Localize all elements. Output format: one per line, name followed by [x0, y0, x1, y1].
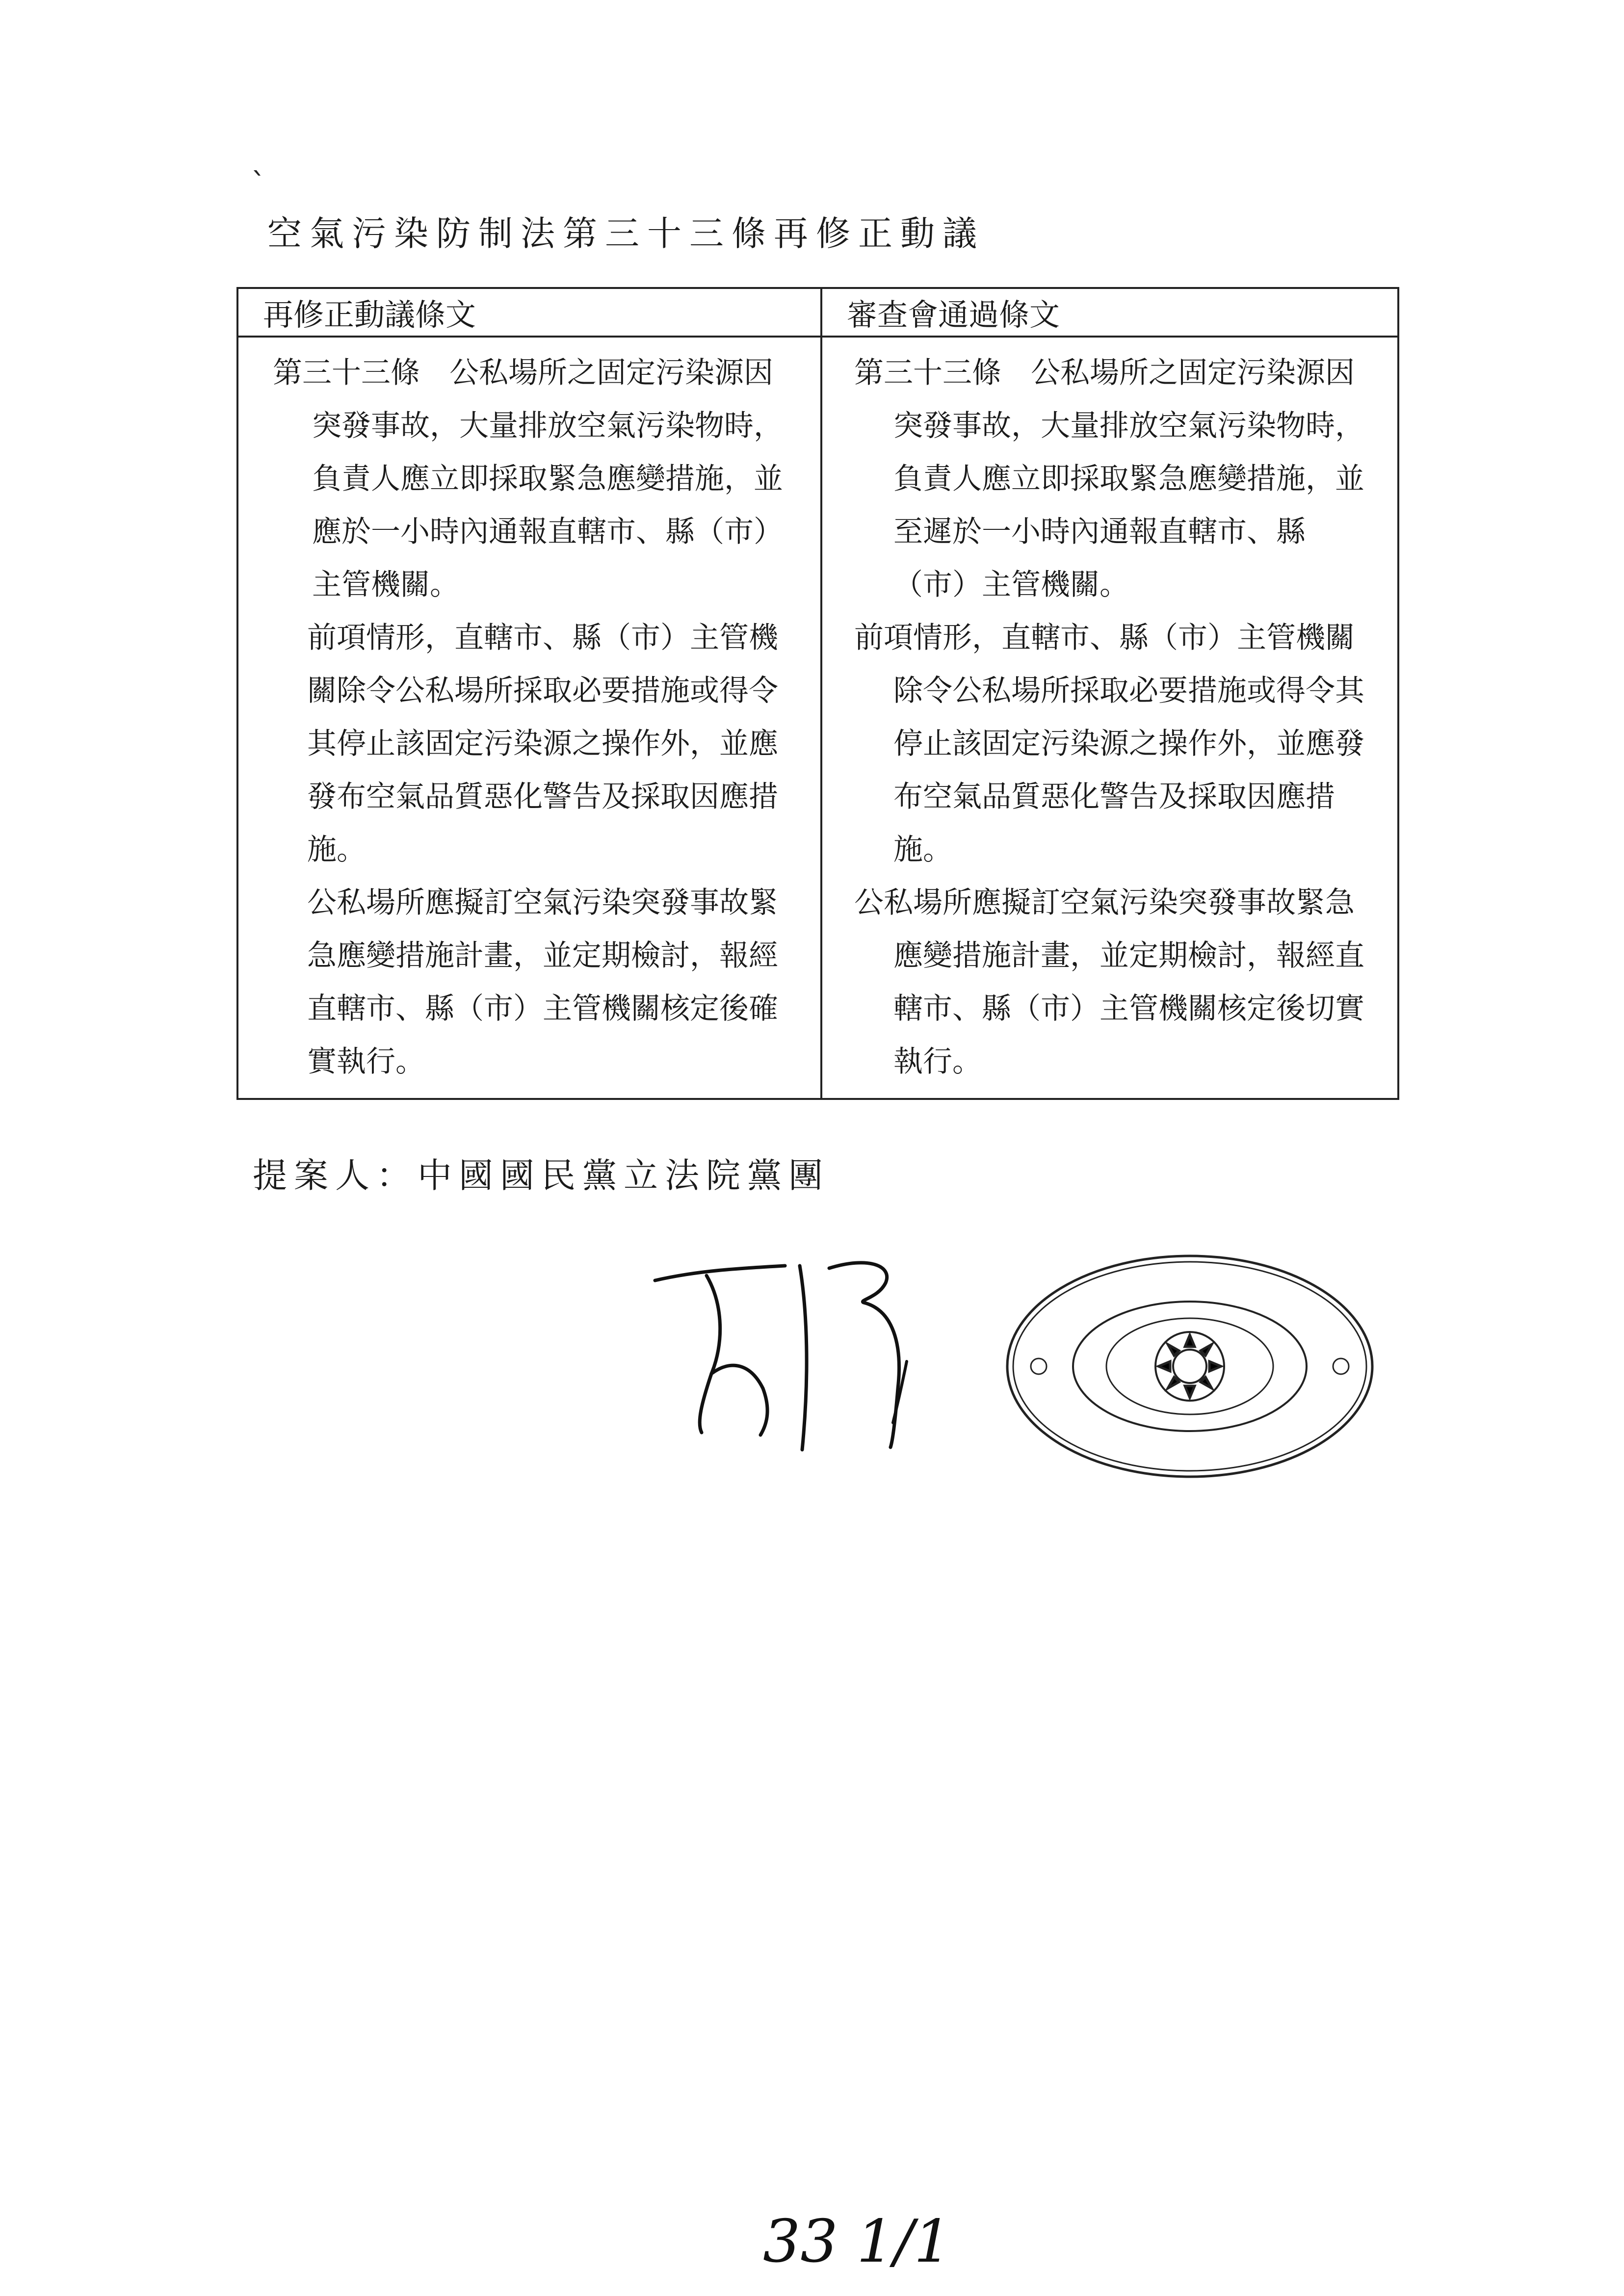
comparison-table: [236, 287, 1399, 1100]
right-second-paragraph: 前項情形，直轄市、縣（市）主管機關除令公私場所採取必要措施或得令其停止該固定污染源之操作外，並應發布空氣品質惡化警告及採取因應措施。: [854, 621, 1364, 867]
left-article-paragraph: 第三十三條 公私場所之固定污染源因突發事故，大量排放空氣污染物時，負責人應立即採取緊急應變措施，並應於一小時內通報直轄市、縣（市）主管機關。: [273, 356, 783, 602]
proposer-line: 提案人：中國國民黨立法院黨團: [253, 1155, 830, 1196]
scan-speck: `: [251, 167, 266, 201]
table-header-row: [237, 288, 1398, 337]
left-third-paragraph: 公私場所應擬訂空氣污染突發事故緊急應變措施計畫，並定期檢討，報經直轄市、縣（市）主管機關核定後確實執行。: [307, 886, 778, 1079]
table-body-row: [237, 337, 1398, 1099]
right-third-paragraph: 公私場所應擬訂空氣污染突發事故緊急應變措施計畫，並定期檢討，報經直轄市、縣（市）主管機關核定後切實執行。: [854, 886, 1364, 1079]
document-title: 空氣污染防制法第三十三條再修正動議: [267, 213, 985, 254]
right-column-header: 審查會通過條文: [821, 288, 1398, 337]
handwritten-signature: [638, 1246, 942, 1452]
party-seal: [998, 1249, 1381, 1484]
left-column-header: 再修正動議條文: [237, 288, 821, 337]
amendment-motion-cell: [237, 337, 821, 1099]
committee-version-cell: [821, 337, 1398, 1099]
page-number: 33 1/1: [763, 2208, 951, 2276]
right-article-paragraph: 第三十三條 公私場所之固定污染源因突發事故，大量排放空氣污染物時，負責人應立即採取緊急應變措施，並至遲於一小時內通報直轄市、縣（市）主管機關。: [854, 356, 1364, 602]
left-second-paragraph: 前項情形，直轄市、縣（市）主管機關除令公私場所採取必要措施或得令其停止該固定污染源之操作外，並應發布空氣品質惡化警告及採取因應措施。: [307, 621, 778, 867]
